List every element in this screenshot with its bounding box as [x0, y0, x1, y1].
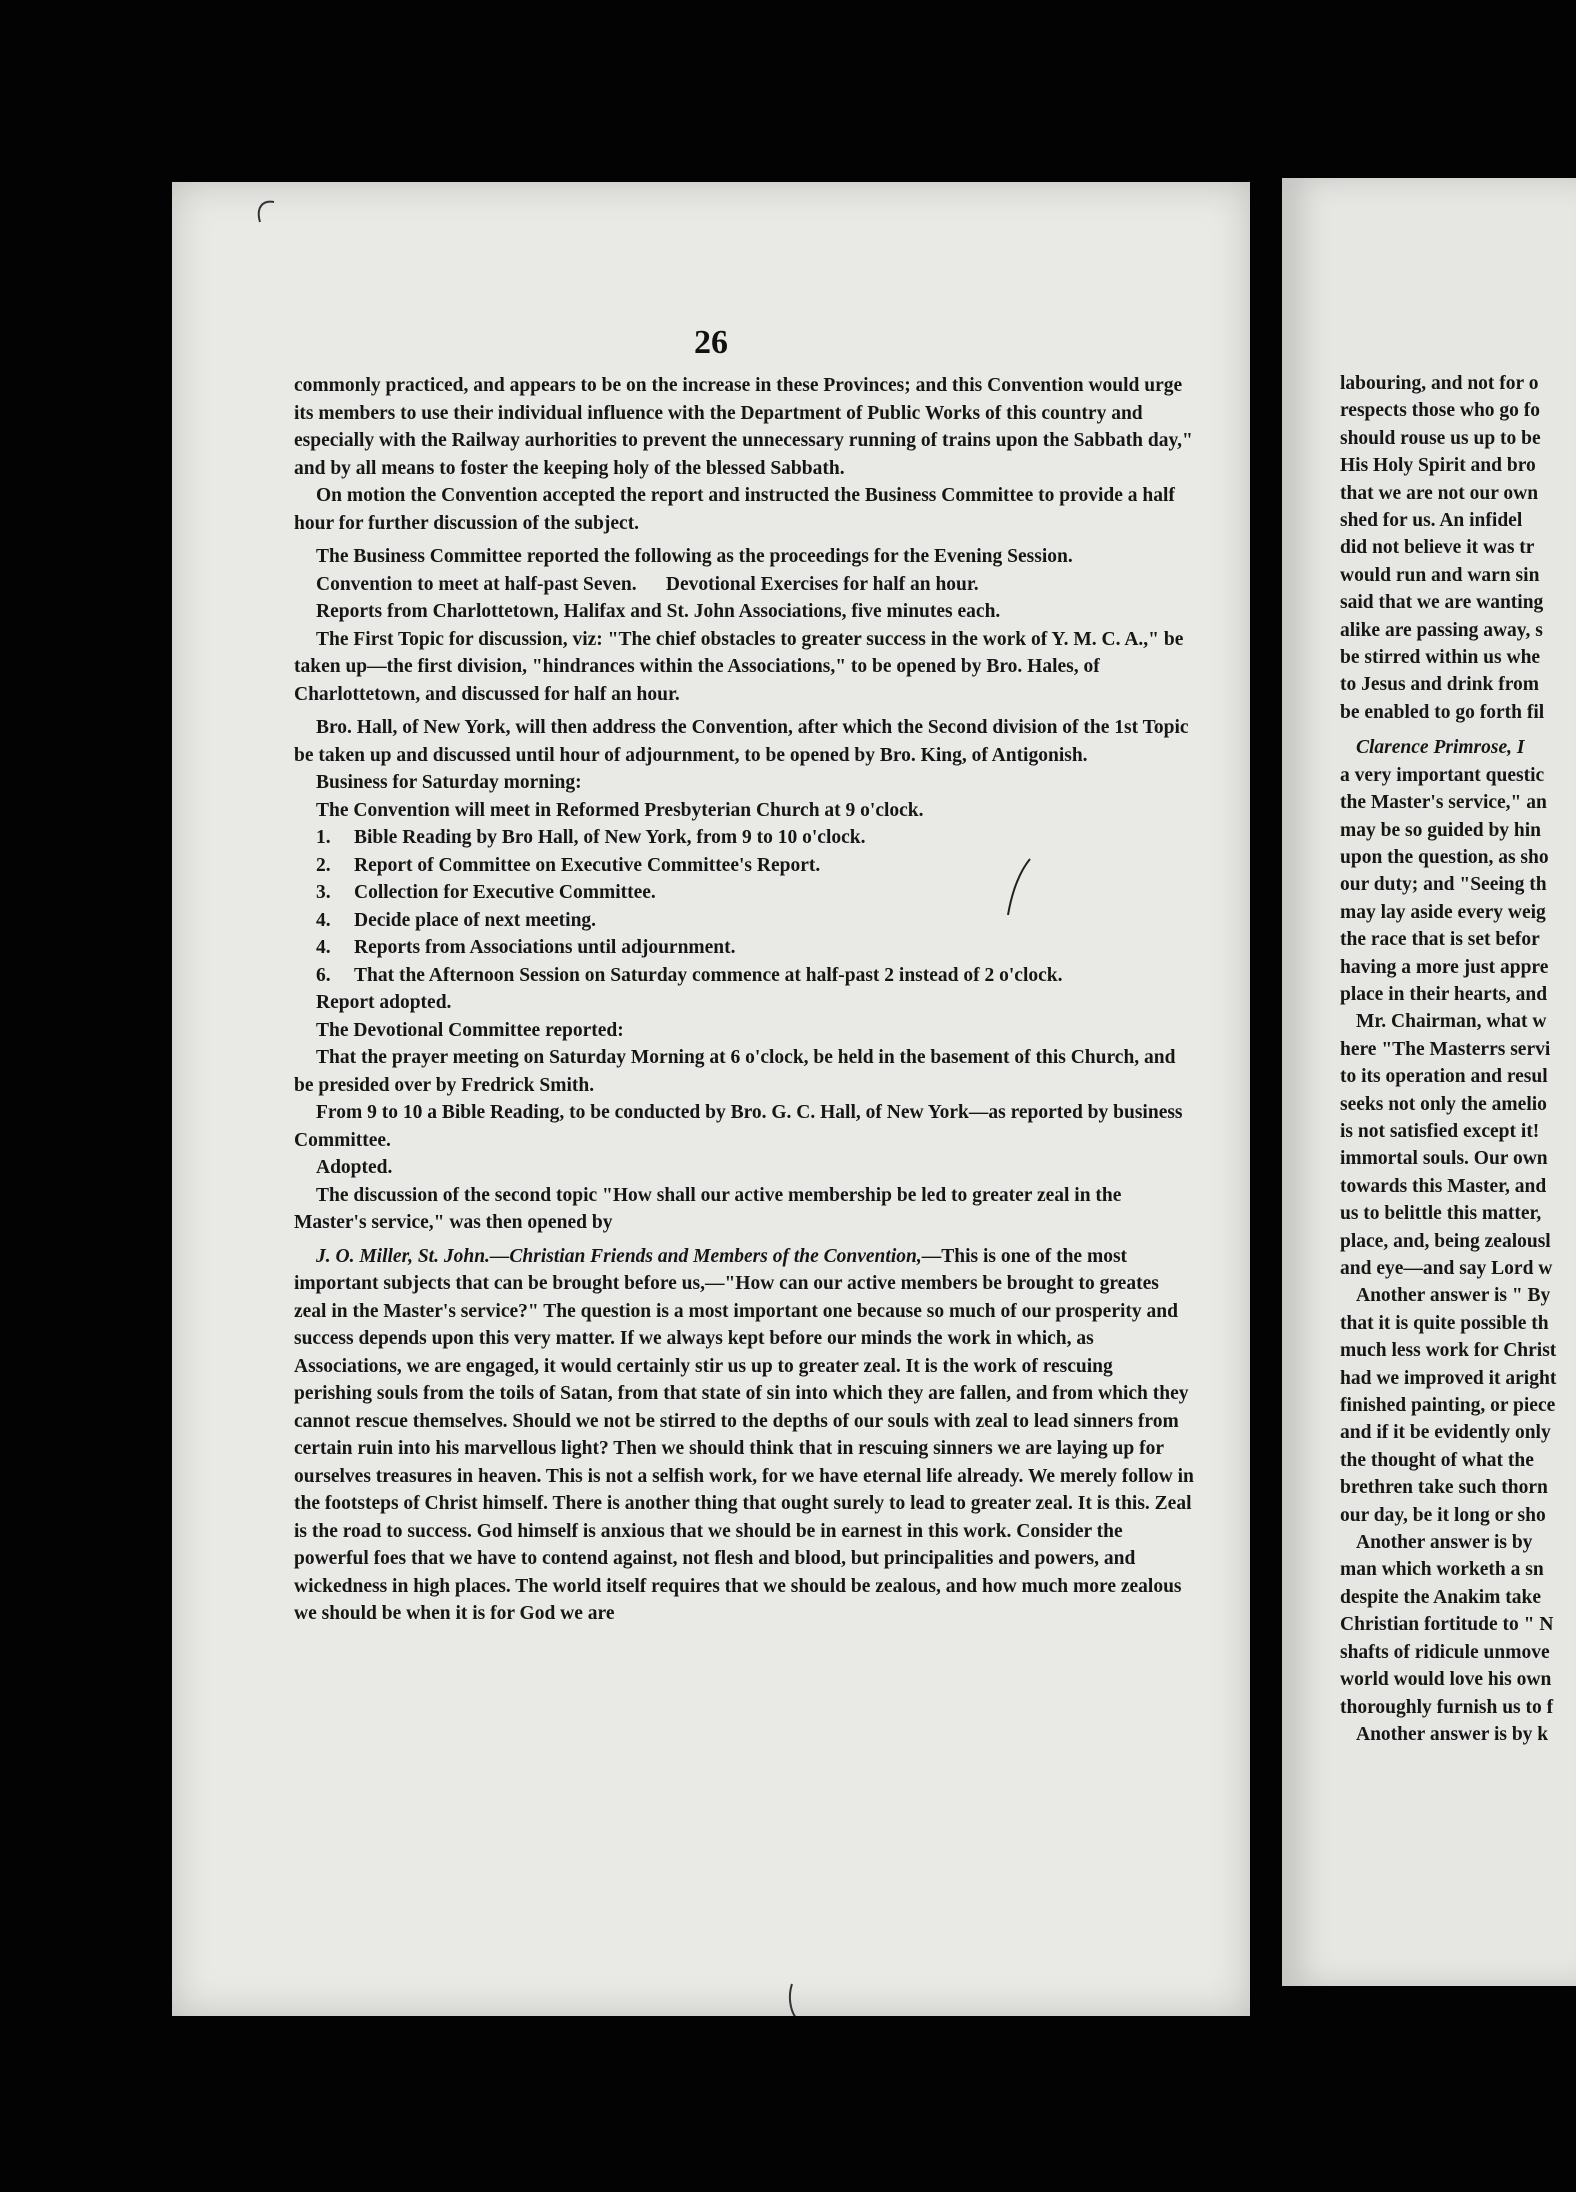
- paragraph: The discussion of the second topic "How shall our active membership be led to greater zeal in the Master's service," was then opened by: [294, 1184, 1122, 1233]
- left-page: [172, 182, 1250, 2016]
- body-text: [294, 372, 1194, 1628]
- text-line: labouring, and not for o: [1340, 373, 1539, 394]
- text-line: shafts of ridicule unmove: [1340, 1641, 1550, 1663]
- list-item: [294, 852, 1194, 880]
- paragraph: commonly practiced, and appears to be on the increase in these Provinces; and this Convention would urge its members to use their individual influence with the Department of Public Works of this country and especially with the Railway aurhorities to prevent the unnecessary running of trains upon the Sabbath day," and by all means to foster the keeping holy of the blessed Sabbath.: [294, 375, 1193, 479]
- list-item: [294, 879, 1194, 907]
- speech-paragraph: [294, 1243, 1194, 1628]
- text-line: the Master's service," an: [1340, 792, 1547, 814]
- ink-mark: [784, 1982, 804, 2016]
- text-line: the thought of what the: [1340, 1449, 1534, 1471]
- text-line: the race that is set befor: [1340, 929, 1540, 951]
- list-item: [294, 962, 1194, 990]
- paragraph: Adopted.: [316, 1157, 393, 1178]
- text-line: despite the Anakim take: [1340, 1586, 1541, 1608]
- text-line: to Jesus and drink from: [1340, 674, 1540, 696]
- text-line: had we improved it aright: [1340, 1367, 1557, 1389]
- ink-mark: [252, 198, 282, 233]
- paragraph: The Business Committee reported the following as the proceedings for the Evening Session.: [316, 546, 1073, 567]
- text-line: our day, be it long or sho: [1340, 1504, 1546, 1526]
- paragraph: Business for Saturday morning:: [316, 772, 582, 793]
- text-line: our duty; and "Seeing th: [1340, 874, 1547, 896]
- paragraph: The Devotional Committee reported:: [316, 1019, 624, 1041]
- text-line: did not believe it was tr: [1340, 537, 1535, 559]
- text-line: may be so guided by hin: [1340, 819, 1542, 841]
- text-line: brethren take such thorn: [1340, 1477, 1548, 1499]
- list-text: Decide place of next meeting.: [354, 909, 597, 931]
- text-line: is not satisfied except it!: [1340, 1120, 1540, 1142]
- text-line: shed for us. An infidel: [1340, 510, 1523, 532]
- text-line: a very important questic: [1340, 764, 1545, 786]
- numbered-list: [294, 824, 1194, 989]
- paragraph: That the prayer meeting on Saturday Morning at 6 o'clock, be held in the basement of this Church, and be presided over by Fredrick Smith.: [294, 1047, 1176, 1096]
- text-line: His Holy Spirit and bro: [1340, 455, 1536, 477]
- list-text: Reports from Associations until adjournment.: [354, 937, 736, 958]
- list-item: [294, 824, 1194, 852]
- text-line: be stirred within us whe: [1340, 647, 1541, 669]
- speaker-name: J. O. Miller, St. John.—Christian Friends and Members of the Convention,: [316, 1245, 922, 1267]
- text-line: us to belittle this matter,: [1340, 1203, 1542, 1225]
- list-number: 2.: [316, 854, 331, 876]
- list-number: 1.: [316, 827, 331, 848]
- text-line: upon the question, as sho: [1340, 846, 1549, 868]
- text-line: place, and, being zealousl: [1340, 1230, 1551, 1252]
- text-line: would run and warn sin: [1340, 564, 1540, 586]
- text-line: may lay aside every weig: [1340, 901, 1546, 923]
- paragraph: The Convention will meet in Reformed Presbyterian Church at 9 o'clock.: [316, 799, 924, 821]
- speech-text: —This is one of the most important subjects that can be brought before us,—"How can our active members be brought to greates zeal in the Master's service?" The question is a most important one because so much of our prosperity and success depends upon this very matter. If we always kept before our minds the work in which, as Associations, we are engaged, it would certainly stir us up to greater zeal. It is the work of rescuing perishing souls from the toils of Satan, from that state of sin into which they are fallen, and from which they cannot rescue themselves. Should we not be stirred to the depths of our souls with zeal to lead sinners from certain ruin into his marvellous light? Then we should think that in rescuing sinners we are laying up for ourselves treasures in heaven. This is not a selfish work, for we have eternal life already. We merely follow in the footsteps of Christ himself. There is another thing that ought surely to lead to greater zeal. It is this. Zeal is the road to success. God himself is anxious that we should be in earnest in this work. Consider the powerful foes that we have to contend against, not flesh and blood, but principalities and powers, and wickedness in high places. The world itself requires that we should be zealous, and how much more zealous we should be when it is for God we are: [294, 1245, 1194, 1624]
- text-line: Another answer is by k: [1356, 1723, 1549, 1745]
- text-line: Another answer is " By: [1356, 1285, 1551, 1307]
- list-text: That the Afternoon Session on Saturday commence at half-past 2 instead of 2 o'clock.: [354, 964, 1063, 986]
- list-text: Collection for Executive Committee.: [354, 882, 656, 903]
- paragraph: Reports from Charlottetown, Halifax and St. John Associations, five minutes each.: [316, 601, 1001, 622]
- page-number: 26: [694, 324, 728, 361]
- text-line: alike are passing away, s: [1340, 619, 1543, 641]
- text-line: finished painting, or piece: [1340, 1395, 1556, 1417]
- text-line: be enabled to go forth fil: [1340, 701, 1545, 723]
- right-page: [1282, 178, 1576, 1986]
- text-line: Christian fortitude to " N: [1340, 1614, 1554, 1636]
- text-line: that it is quite possible th: [1340, 1312, 1549, 1334]
- text-line: seeks not only the amelio: [1340, 1093, 1547, 1115]
- text-line: to its operation and resul: [1340, 1066, 1548, 1088]
- text-line: man which worketh a sn: [1340, 1559, 1544, 1581]
- text-line: respects those who go fo: [1340, 400, 1541, 422]
- list-number: 4.: [316, 937, 331, 958]
- text-line: said that we are wanting: [1340, 592, 1544, 614]
- list-item: [294, 934, 1194, 962]
- list-text: Report of Committee on Executive Committee's Report.: [354, 854, 821, 876]
- text-line: [1340, 734, 1576, 761]
- list-item: [294, 907, 1194, 935]
- list-number: 6.: [316, 964, 331, 986]
- text-line: here "The Masterrs servi: [1340, 1038, 1551, 1060]
- text-line: Another answer is by: [1356, 1532, 1533, 1554]
- ink-mark: [1004, 857, 1034, 922]
- paragraph: The First Topic for discussion, viz: "The chief obstacles to greater success in the work of Y. M. C. A.," be taken up—the first division, "hindrances within the Associations," to be opened by Bro. Hales, of Charlottetown, and discussed for half an hour.: [294, 628, 1184, 705]
- paragraph: On motion the Convention accepted the report and instructed the Business Committee to provide a half hour for further discussion of the subject.: [294, 485, 1175, 534]
- text-line: and eye—and say Lord w: [1340, 1258, 1553, 1279]
- list-number: 4.: [316, 909, 331, 931]
- paragraph: Convention to meet at half-past Seven. Devotional Exercises for half an hour.: [316, 573, 979, 595]
- text-line: having a more just appre: [1340, 956, 1549, 978]
- text-line: should rouse us up to be: [1340, 427, 1541, 449]
- paragraph: From 9 to 10 a Bible Reading, to be conducted by Bro. G. C. Hall, of New York—as reported by business Committee.: [294, 1102, 1183, 1151]
- text-line: immortal souls. Our own: [1340, 1148, 1548, 1170]
- text-line: that we are not our own: [1340, 482, 1539, 504]
- text-line: Mr. Chairman, what w: [1356, 1011, 1547, 1033]
- paragraph: Report adopted.: [316, 992, 452, 1013]
- text-line: place in their hearts, and: [1340, 983, 1548, 1005]
- list-number: 3.: [316, 882, 331, 903]
- right-page-text: [1340, 370, 1576, 1748]
- text-line: world would love his own: [1340, 1669, 1552, 1691]
- text-line: and if it be evidently only: [1340, 1422, 1551, 1444]
- speaker-name: Clarence Primrose, I: [1356, 737, 1525, 759]
- paragraph: Bro. Hall, of New York, will then address the Convention, after which the Second division of the 1st Topic be taken up and discussed until hour of adjournment, to be opened by Bro. King, of Antigonish.: [294, 717, 1189, 766]
- list-text: Bible Reading by Bro Hall, of New York, from 9 to 10 o'clock.: [354, 827, 866, 848]
- text-line: towards this Master, and: [1340, 1175, 1547, 1197]
- text-line: much less work for Christ: [1340, 1340, 1557, 1362]
- text-line: thoroughly furnish us to f: [1340, 1696, 1554, 1718]
